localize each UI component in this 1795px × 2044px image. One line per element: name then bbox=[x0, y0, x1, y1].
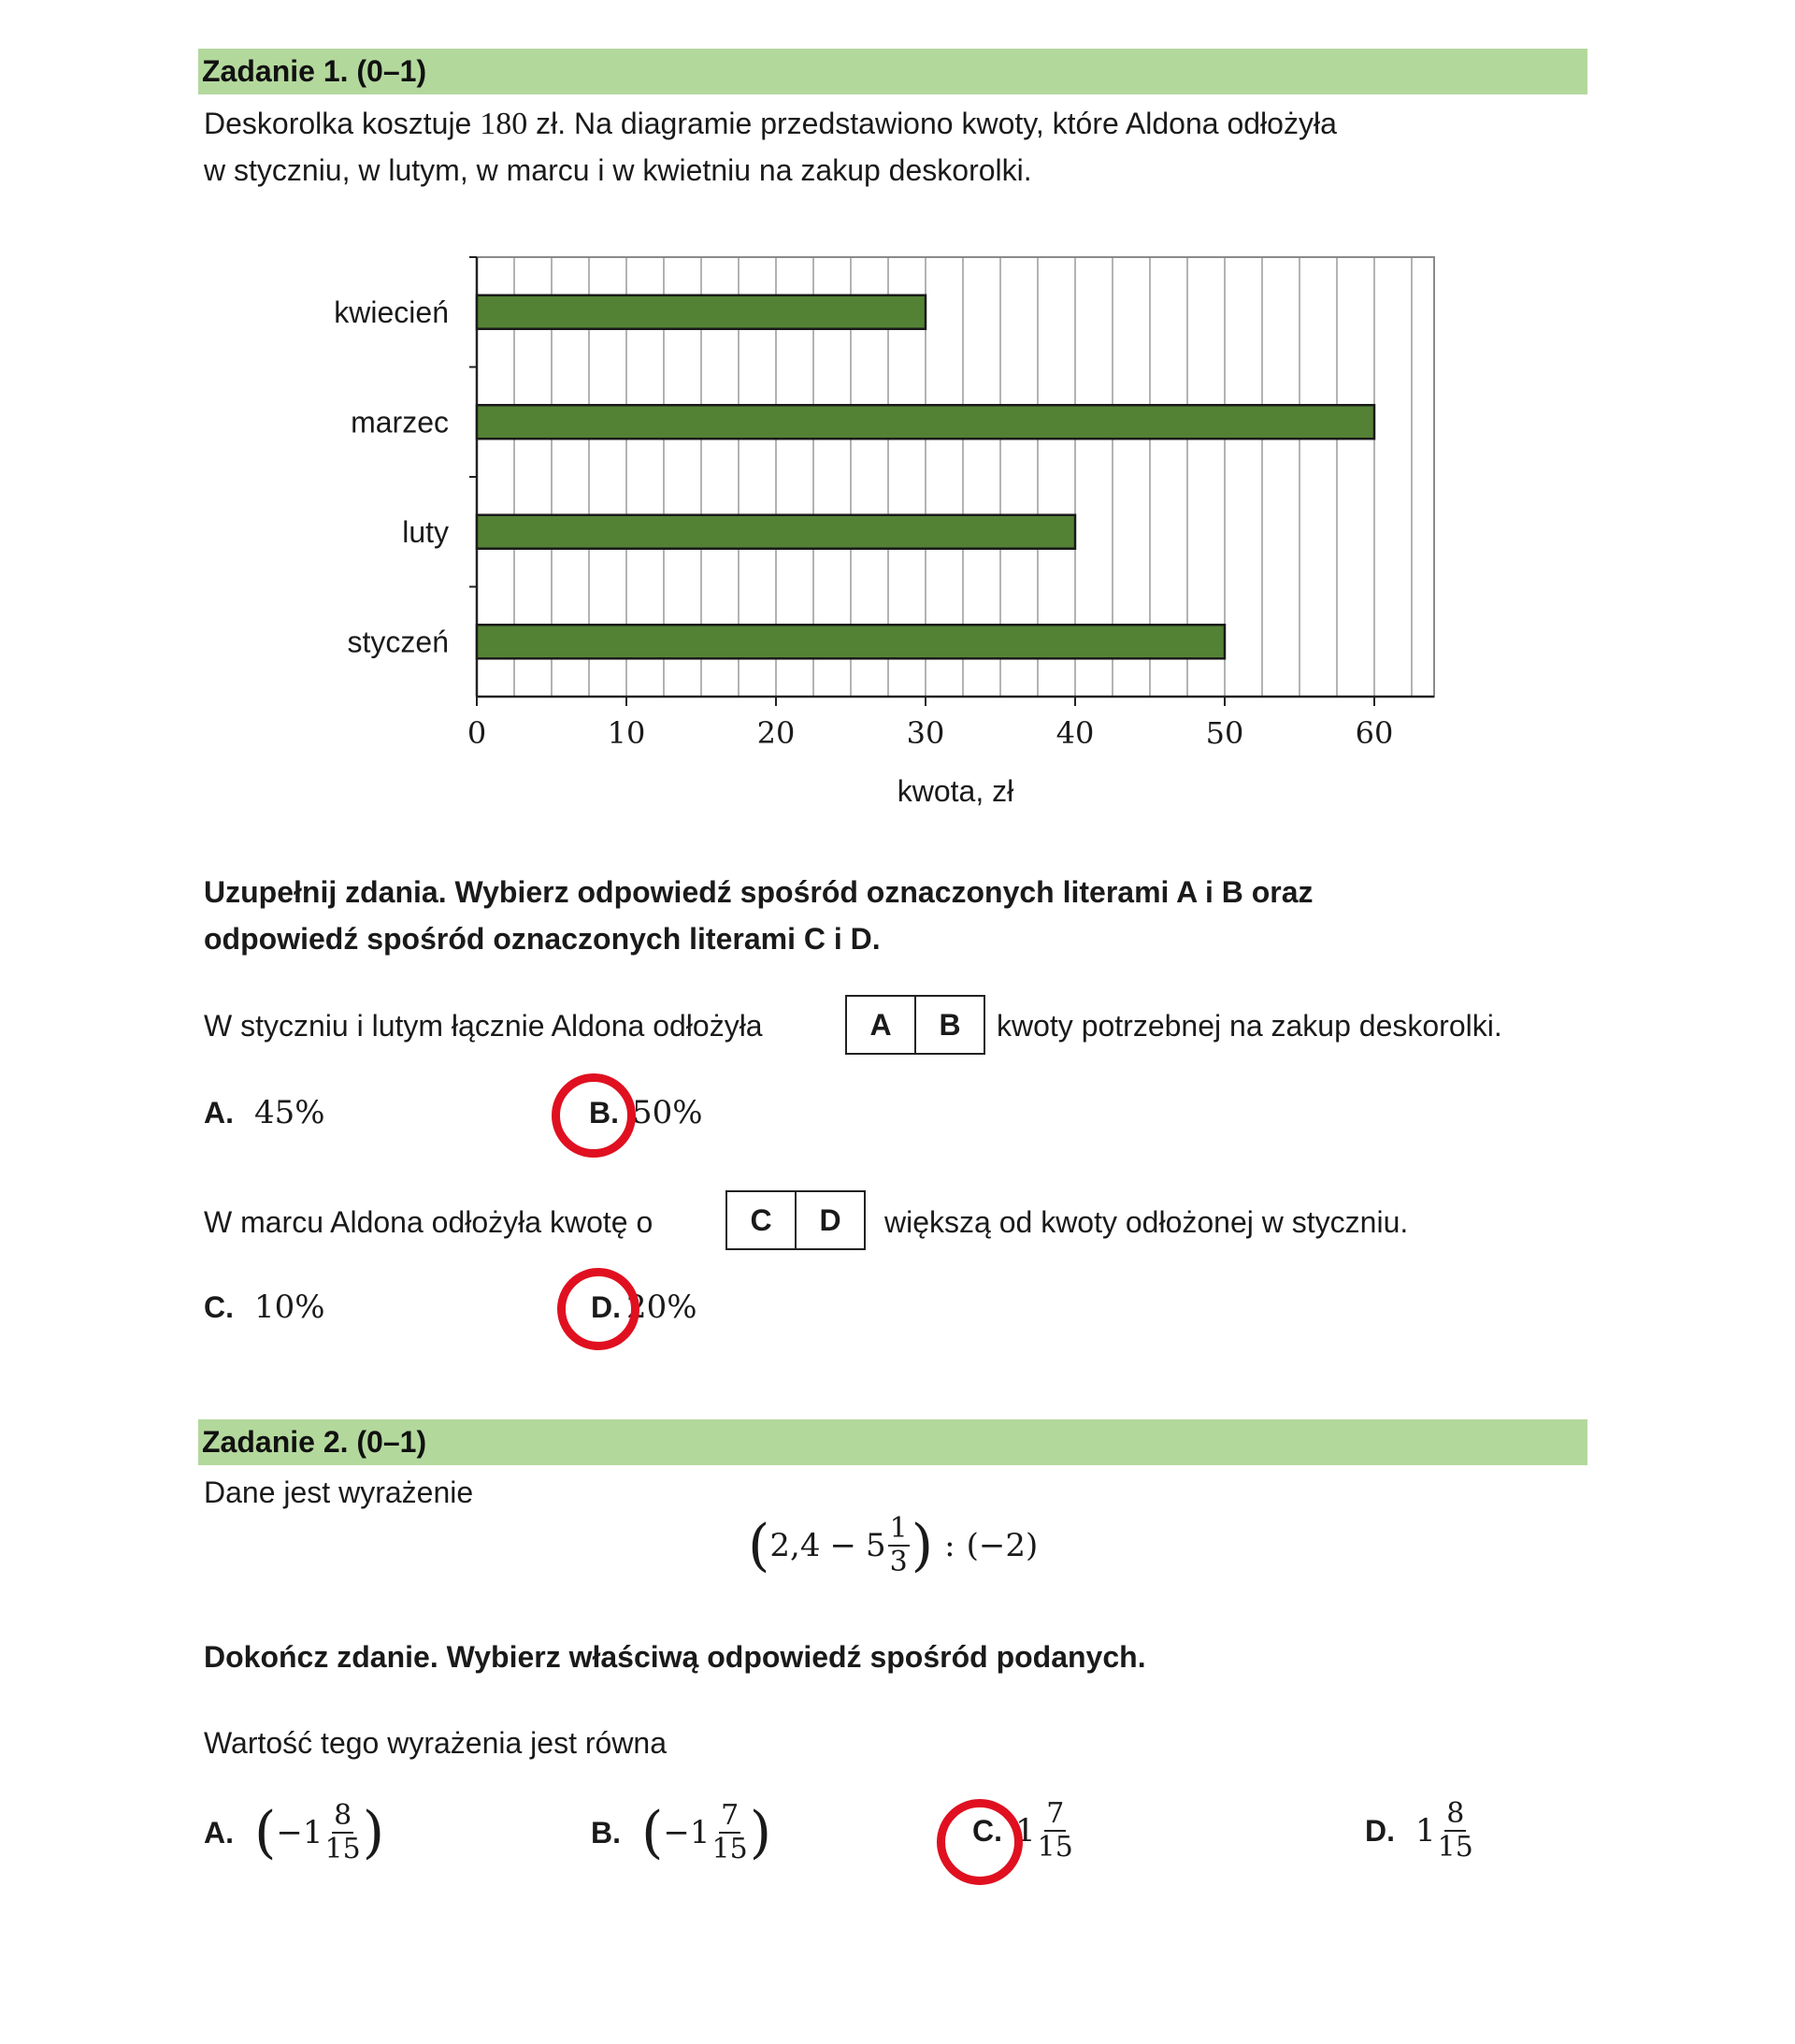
category-label: luty bbox=[402, 514, 449, 549]
task2-option-b[interactable]: B. ( −1 $\frac{7}{15}$ ) bbox=[591, 1799, 772, 1865]
bar-chart bbox=[280, 238, 1496, 837]
x-tick-label: 20 bbox=[756, 715, 796, 751]
task2-option-a[interactable]: A. ( −1 $\frac{8}{15}$ ) bbox=[204, 1799, 385, 1865]
task1-header: Zadanie 1. (0–1) bbox=[198, 49, 1587, 94]
category-label: kwiecień bbox=[334, 295, 449, 329]
category-label: styczeń bbox=[347, 625, 449, 659]
bar bbox=[477, 625, 1225, 658]
sentence1-prefix: W styczniu i lutym łącznie Aldona odłożyła bbox=[204, 1009, 763, 1043]
category-label: marzec bbox=[351, 405, 449, 439]
bar bbox=[477, 295, 926, 329]
x-tick-label: 10 bbox=[607, 715, 646, 751]
option-a[interactable]: A. 45% bbox=[204, 1094, 325, 1131]
task2-stem: Wartość tego wyrażenia jest równa bbox=[204, 1726, 668, 1760]
option-d[interactable]: D. 20% bbox=[591, 1288, 697, 1326]
sentence2-prefix: W marcu Aldona odłożyła kwotę o bbox=[204, 1205, 653, 1239]
bar bbox=[477, 405, 1374, 439]
box-letter-b: B bbox=[914, 997, 984, 1053]
task2-header: Zadanie 2. (0–1) bbox=[198, 1419, 1587, 1465]
task1-instruction-line2: odpowiedź spośród oznaczonych literami C i D. bbox=[204, 922, 881, 956]
box-letter-d: D bbox=[795, 1192, 864, 1248]
expression: (2,4 − 5 $\frac{1}{3}$ ) : (−2) bbox=[748, 1512, 1039, 1578]
x-axis-label: kwota, zł bbox=[897, 774, 1014, 808]
answer-circle-d bbox=[557, 1268, 639, 1350]
box-letter-c: C bbox=[750, 1202, 772, 1237]
answer-circle-c bbox=[937, 1799, 1023, 1885]
task2-option-d[interactable]: D. 1 $\frac{8}{15}$ bbox=[1365, 1797, 1473, 1864]
task1-intro-line1: Deskorolka kosztuje 180 zł. Na diagramie przedstawiono kwoty, które Aldona odłożyła bbox=[204, 107, 1337, 141]
expression-fraction: $\frac{1}{3}$ bbox=[889, 1512, 908, 1578]
task2-intro: Dane jest wyrażenie bbox=[204, 1475, 474, 1509]
x-tick-label: 40 bbox=[1055, 715, 1095, 751]
answer-box-ab bbox=[845, 995, 985, 1055]
option-c[interactable]: C. 10% bbox=[204, 1288, 325, 1326]
answer-box-cd bbox=[725, 1190, 866, 1250]
sentence1-suffix: kwoty potrzebnej na zakup deskorolki. bbox=[997, 1009, 1502, 1043]
x-tick-label: 30 bbox=[906, 715, 945, 751]
answer-circle-b bbox=[552, 1073, 636, 1158]
bar bbox=[477, 515, 1075, 549]
x-tick-label: 0 bbox=[467, 715, 487, 751]
x-tick-label: 50 bbox=[1205, 715, 1244, 751]
task2-instruction: Dokończ zdanie. Wybierz właściwą odpowiedź spośród podanych. bbox=[204, 1640, 1146, 1674]
task2-option-c[interactable]: C. 1 $\frac{7}{15}$ bbox=[972, 1797, 1073, 1864]
task1-intro-line2: w styczniu, w lutym, w marcu i w kwietniu na zakup deskorolki. bbox=[204, 153, 1032, 187]
x-tick-label: 60 bbox=[1355, 715, 1394, 751]
option-b[interactable]: B. 50% bbox=[589, 1094, 703, 1131]
task1-instruction-line1: Uzupełnij zdania. Wybierz odpowiedź spośród oznaczonych literami A i B oraz bbox=[204, 875, 1314, 909]
box-letter-a: A bbox=[869, 1007, 892, 1042]
sentence2-suffix: większą od kwoty odłożonej w styczniu. bbox=[884, 1205, 1409, 1239]
